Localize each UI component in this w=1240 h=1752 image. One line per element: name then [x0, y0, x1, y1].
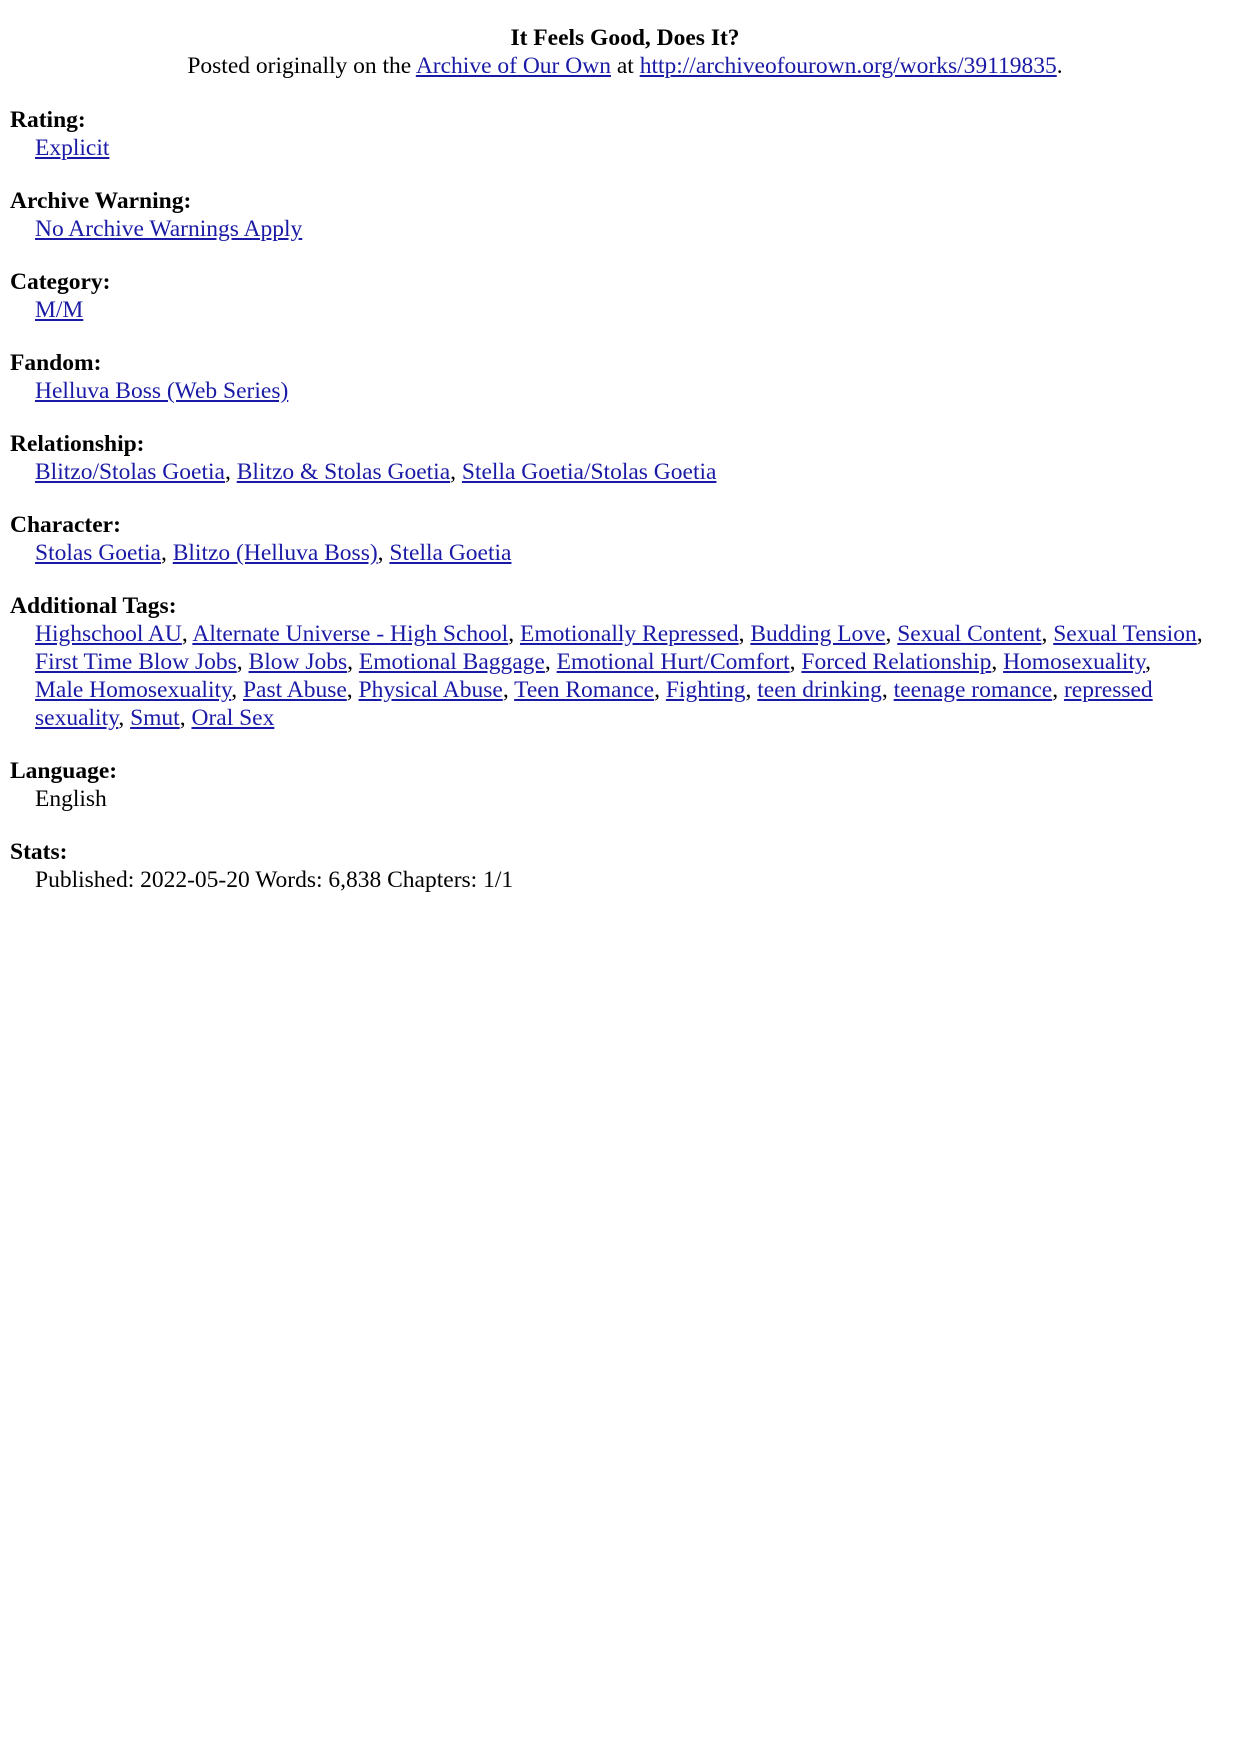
field-value	[10, 785, 1240, 813]
tag-link[interactable]: Stolas Goetia	[35, 540, 161, 566]
field-value: Highschool AU, Alternate Universe - High School, Emotionally Repressed, Budding Love, Sexual Content, Sexual Tension, First Time Blow Jobs, Blow Jobs, Emotional Baggage, Emotional Hurt/Comfort, Forced Relationship, Homosexuality, Male Homosexuality, Past Abuse, Physical Abuse, Teen Romance, Fighting, teen drinking, teenage romance, repressed sexuality, Smut, Oral Sex	[35, 621, 1203, 731]
tag-link[interactable]: Helluva Boss (Web Series)	[35, 378, 289, 404]
field-stats	[10, 838, 1240, 894]
tag-link[interactable]: Smut	[130, 705, 180, 731]
field-value	[10, 296, 1240, 324]
tag-link[interactable]: Blitzo/Stolas Goetia	[35, 459, 225, 485]
posted-prefix: Posted originally on the	[187, 53, 412, 79]
tag-link[interactable]: teen drinking	[757, 677, 882, 703]
field-value	[10, 866, 1240, 894]
tag-link[interactable]: Emotional Hurt/Comfort	[556, 649, 790, 675]
posted-suffix: .	[1056, 53, 1063, 79]
field-label: Additional Tags:	[10, 593, 177, 619]
tag-link[interactable]: Sexual Tension	[1053, 621, 1197, 647]
field-relationship	[10, 430, 1240, 486]
field-label: Fandom:	[10, 350, 102, 376]
tag-link[interactable]: Blow Jobs	[248, 649, 348, 675]
tag-link[interactable]: Blitzo (Helluva Boss)	[172, 540, 378, 566]
field-label: Relationship:	[10, 431, 145, 457]
work-url-link[interactable]: http://archiveofourown.org/works/39119835	[639, 53, 1057, 79]
field-value	[10, 215, 1240, 243]
tag-link[interactable]: Stella Goetia/Stolas Goetia	[461, 459, 717, 485]
field-category	[10, 268, 1240, 324]
tag-link[interactable]: Explicit	[35, 135, 110, 161]
field-character	[10, 511, 1240, 567]
field-value	[10, 134, 1240, 162]
tag-link[interactable]: Male Homosexuality	[35, 677, 232, 703]
field-additional-tags	[10, 592, 1240, 732]
field-value	[10, 377, 1240, 405]
tag-link[interactable]: Oral Sex	[191, 705, 275, 731]
tag-link[interactable]: No Archive Warnings Apply	[35, 216, 303, 242]
field-label: Rating:	[10, 107, 86, 133]
tag-link[interactable]: Budding Love	[750, 621, 886, 647]
field-label: Character:	[10, 512, 121, 538]
field-label: Stats:	[10, 839, 68, 865]
posted-mid: at	[616, 53, 634, 79]
tag-link[interactable]: Homosexuality	[1003, 649, 1146, 675]
field-text: Published: 2022-05-20 Words: 6,838 Chapters: 1/1	[35, 867, 514, 893]
tag-link[interactable]: Physical Abuse	[358, 677, 503, 703]
field-label: Category:	[10, 269, 111, 295]
work-title: It Feels Good, Does It?	[510, 25, 740, 51]
tag-link[interactable]: Sexual Content	[897, 621, 1042, 647]
archive-link[interactable]: Archive of Our Own	[415, 53, 611, 79]
tag-link[interactable]: Forced Relationship	[801, 649, 992, 675]
field-label: Archive Warning:	[10, 188, 192, 214]
tag-link[interactable]: Alternate Universe - High School	[192, 621, 509, 647]
tag-link[interactable]: Fighting	[665, 677, 746, 703]
field-label: Language:	[10, 758, 118, 784]
tag-link[interactable]: First Time Blow Jobs	[35, 649, 237, 675]
tag-link[interactable]: M/M	[35, 297, 84, 323]
field-value: Stolas Goetia, Blitzo (Helluva Boss), Stella Goetia	[35, 540, 512, 566]
tag-link[interactable]: Blitzo & Stolas Goetia	[236, 459, 451, 485]
field-archive-warning	[10, 187, 1240, 243]
tag-link[interactable]: Stella Goetia	[389, 540, 512, 566]
field-fandom	[10, 349, 1240, 405]
tag-link[interactable]: Emotional Baggage	[358, 649, 545, 675]
field-rating	[10, 106, 1240, 162]
tag-link[interactable]: Past Abuse	[242, 677, 347, 703]
tag-link[interactable]: teenage romance	[893, 677, 1053, 703]
tag-link[interactable]: Highschool AU	[35, 621, 182, 647]
work-header	[10, 24, 1240, 80]
tag-link[interactable]: Teen Romance	[514, 677, 655, 703]
work-metadata	[10, 106, 1240, 894]
field-language	[10, 757, 1240, 813]
field-value: Blitzo/Stolas Goetia, Blitzo & Stolas Goetia, Stella Goetia/Stolas Goetia	[35, 459, 717, 485]
field-text: English	[35, 786, 107, 812]
tag-link[interactable]: repressed sexuality	[35, 677, 1153, 731]
tag-link[interactable]: Emotionally Repressed	[519, 621, 739, 647]
posted-line	[10, 52, 1240, 80]
